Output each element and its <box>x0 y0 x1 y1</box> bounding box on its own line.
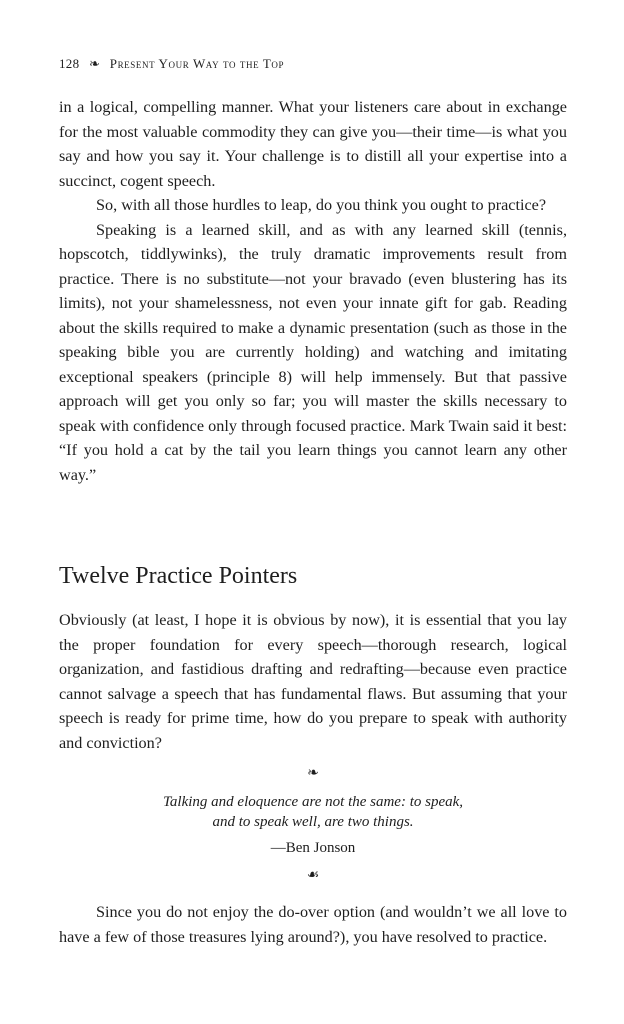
fleuron-icon: ❧ <box>88 56 101 71</box>
section-text <box>59 608 567 755</box>
epigraph-quote <box>59 792 567 832</box>
fleuron-bottom-icon: ☙ <box>306 868 320 883</box>
fleuron-top-icon: ❧ <box>307 766 319 781</box>
paragraph-do-over: Since you do not enjoy the do-over option (and wouldn’t we all love to have a few of those treasures lying around?), you have resolved to practice. <box>59 903 567 946</box>
epigraph-line-2: and to speak well, are two things. <box>212 814 414 830</box>
epigraph-attribution: —Ben Jonson <box>270 840 356 856</box>
closing-text <box>59 900 567 949</box>
body-text <box>59 95 567 487</box>
paragraph-foundation: Obviously (at least, I hope it is obvious by now), it is essential that you lay the proper foundation for every speech—thorough research, logical organization, and fastidious drafting and redrafting—because even practice cannot salvage a speech that has fundamental flaws. But assuming that your speech is ready for prime time, how do you prepare to speak with authority and conviction? <box>59 611 567 752</box>
running-head <box>59 56 284 72</box>
paragraph-practice-question: So, with all those hurdles to leap, do you think you ought to practice? <box>96 196 547 214</box>
epigraph-line-1: Talking and eloquence are not the same: to speak, <box>162 794 464 810</box>
paragraph-learned-skill: Speaking is a learned skill, and as with any learned skill (tennis, hopscotch, tiddlywinks), the truly dramatic improvements result from practice. There is no substitute—not your bravado (even blustering has its limits), not your shamelessness, not even your innate gift for gab. Reading about the skills required to make a dynamic presentation (such as those in the speaking bible you are currently holding) and watching and imitating exceptional speakers (principle 8) will help immensely. But that passive approach will get you only so far; you will master the skills necessary to speak with confidence only through focused practice. Mark Twain said it best: “If you hold a cat by the tail you learn things you cannot learn any other way.” <box>59 220 567 484</box>
section-heading: Twelve Practice Pointers <box>59 563 298 589</box>
book-page <box>59 0 567 1024</box>
book-title: Present Your Way to the Top <box>109 56 285 71</box>
page-number: 128 <box>59 56 80 71</box>
paragraph-continued: in a logical, compelling manner. What your listeners care about in exchange for the most valuable commodity they can give you—their time—is what you say and how you say it. Your challenge is to distill all your expertise into a succinct, cogent speech. <box>59 98 567 190</box>
